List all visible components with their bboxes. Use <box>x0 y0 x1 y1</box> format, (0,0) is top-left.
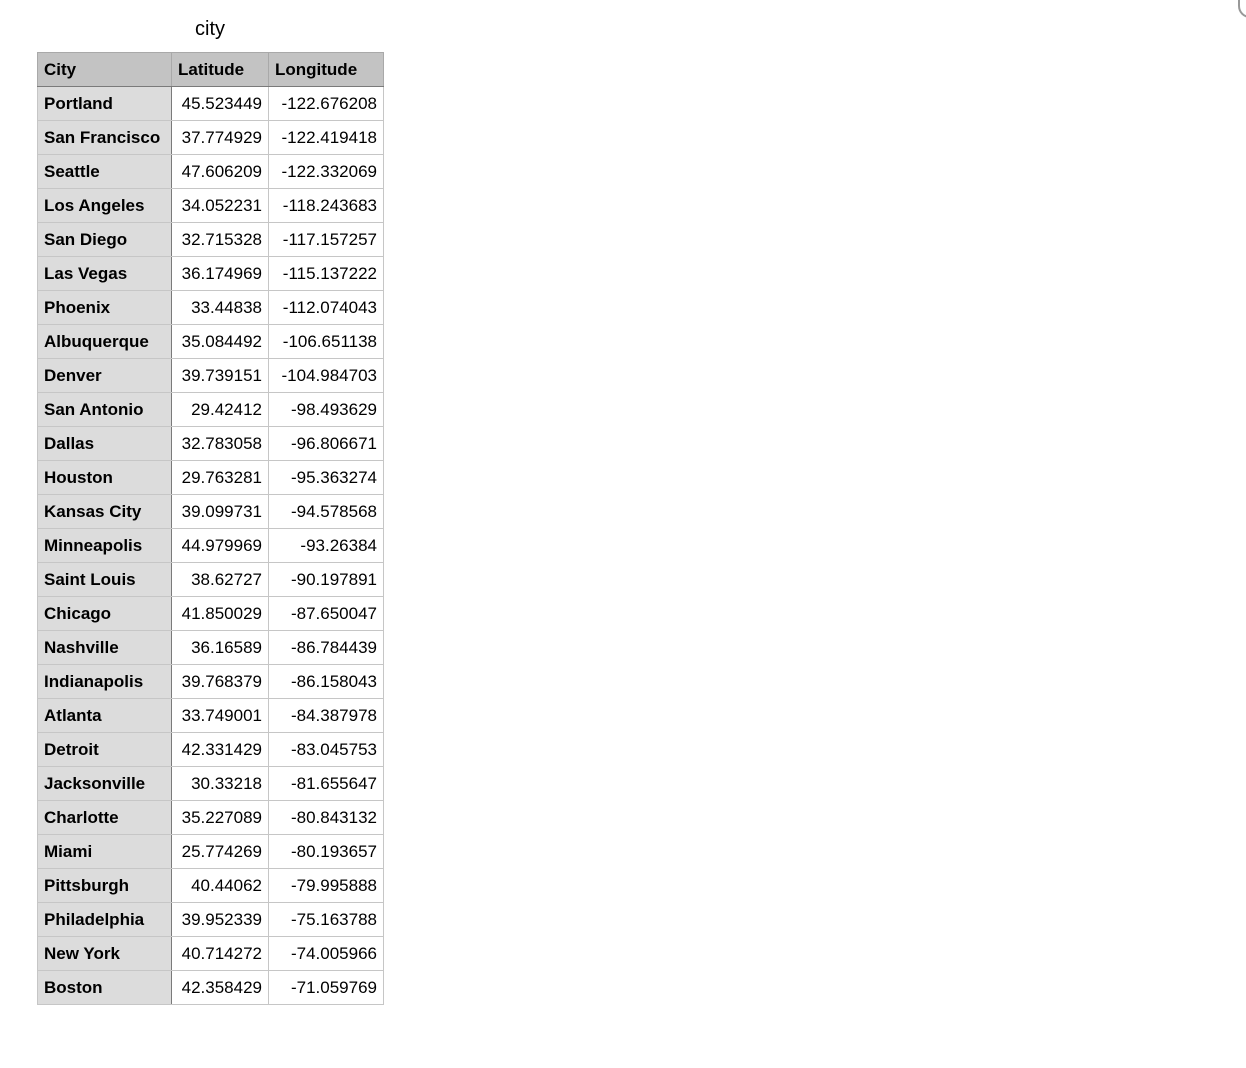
row-header-city[interactable]: San Francisco <box>38 121 172 155</box>
table-row <box>38 223 384 257</box>
row-header-city[interactable]: Phoenix <box>38 291 172 325</box>
cell-longitude[interactable]: -80.193657 <box>269 835 384 869</box>
cell-longitude[interactable]: -117.157257 <box>269 223 384 257</box>
cell-longitude[interactable]: -84.387978 <box>269 699 384 733</box>
cell-longitude[interactable]: -87.650047 <box>269 597 384 631</box>
cell-longitude[interactable]: -81.655647 <box>269 767 384 801</box>
cell-latitude[interactable]: 36.16589 <box>172 631 269 665</box>
cell-longitude[interactable]: -122.419418 <box>269 121 384 155</box>
cell-latitude[interactable]: 29.42412 <box>172 393 269 427</box>
row-header-city[interactable]: Chicago <box>38 597 172 631</box>
cell-longitude[interactable]: -122.676208 <box>269 87 384 121</box>
table-row <box>38 291 384 325</box>
table-row <box>38 325 384 359</box>
table-row <box>38 733 384 767</box>
cell-latitude[interactable]: 29.763281 <box>172 461 269 495</box>
cell-longitude[interactable]: -95.363274 <box>269 461 384 495</box>
cell-latitude[interactable]: 39.099731 <box>172 495 269 529</box>
table-row <box>38 359 384 393</box>
table-row <box>38 631 384 665</box>
city-table <box>37 52 384 1005</box>
cell-longitude[interactable]: -115.137222 <box>269 257 384 291</box>
table-row <box>38 971 384 1005</box>
cell-longitude[interactable]: -79.995888 <box>269 869 384 903</box>
row-header-city[interactable]: San Antonio <box>38 393 172 427</box>
cell-latitude[interactable]: 32.715328 <box>172 223 269 257</box>
header-row <box>38 53 384 87</box>
table-row <box>38 87 384 121</box>
table-row <box>38 767 384 801</box>
row-header-city[interactable]: Charlotte <box>38 801 172 835</box>
row-header-city[interactable]: Nashville <box>38 631 172 665</box>
cell-latitude[interactable]: 35.084492 <box>172 325 269 359</box>
window-corner-decoration <box>1238 0 1246 18</box>
row-header-city[interactable]: Albuquerque <box>38 325 172 359</box>
row-header-city[interactable]: New York <box>38 937 172 971</box>
cell-latitude[interactable]: 33.749001 <box>172 699 269 733</box>
cell-latitude[interactable]: 38.62727 <box>172 563 269 597</box>
cell-longitude[interactable]: -104.984703 <box>269 359 384 393</box>
cell-latitude[interactable]: 37.774929 <box>172 121 269 155</box>
table-row <box>38 665 384 699</box>
table-row <box>38 869 384 903</box>
cell-latitude[interactable]: 33.44838 <box>172 291 269 325</box>
table-row <box>38 257 384 291</box>
cell-longitude[interactable]: -122.332069 <box>269 155 384 189</box>
table-row <box>38 597 384 631</box>
cell-longitude[interactable]: -83.045753 <box>269 733 384 767</box>
table-row <box>38 937 384 971</box>
cell-latitude[interactable]: 35.227089 <box>172 801 269 835</box>
row-header-city[interactable]: Atlanta <box>38 699 172 733</box>
table-row <box>38 393 384 427</box>
table-body <box>38 87 384 1005</box>
row-header-city[interactable]: Saint Louis <box>38 563 172 597</box>
cell-longitude[interactable]: -94.578568 <box>269 495 384 529</box>
table-row <box>38 563 384 597</box>
row-header-city[interactable]: Los Angeles <box>38 189 172 223</box>
table-row <box>38 461 384 495</box>
cell-longitude[interactable]: -112.074043 <box>269 291 384 325</box>
table-row <box>38 427 384 461</box>
header-cell-longitude[interactable]: Longitude <box>269 53 384 87</box>
table-row <box>38 155 384 189</box>
row-header-city[interactable]: Boston <box>38 971 172 1005</box>
cell-longitude[interactable]: -75.163788 <box>269 903 384 937</box>
table-row <box>38 699 384 733</box>
row-header-city[interactable]: Pittsburgh <box>38 869 172 903</box>
row-header-city[interactable]: Dallas <box>38 427 172 461</box>
cell-longitude[interactable]: -96.806671 <box>269 427 384 461</box>
cell-latitude[interactable]: 40.44062 <box>172 869 269 903</box>
row-header-city[interactable]: Miami <box>38 835 172 869</box>
cell-latitude[interactable]: 42.358429 <box>172 971 269 1005</box>
cell-latitude[interactable]: 30.33218 <box>172 767 269 801</box>
cell-latitude[interactable]: 44.979969 <box>172 529 269 563</box>
table-row <box>38 903 384 937</box>
row-header-city[interactable]: Houston <box>38 461 172 495</box>
cell-latitude[interactable]: 39.952339 <box>172 903 269 937</box>
row-header-city[interactable]: San Diego <box>38 223 172 257</box>
cell-latitude[interactable]: 45.523449 <box>172 87 269 121</box>
cell-latitude[interactable]: 34.052231 <box>172 189 269 223</box>
cell-longitude[interactable]: -118.243683 <box>269 189 384 223</box>
cell-latitude[interactable]: 42.331429 <box>172 733 269 767</box>
row-header-city[interactable]: Philadelphia <box>38 903 172 937</box>
table-row <box>38 121 384 155</box>
cell-longitude[interactable]: -98.493629 <box>269 393 384 427</box>
table-row <box>38 801 384 835</box>
cell-latitude[interactable]: 41.850029 <box>172 597 269 631</box>
cell-latitude[interactable]: 39.768379 <box>172 665 269 699</box>
row-header-city[interactable]: Las Vegas <box>38 257 172 291</box>
cell-longitude[interactable]: -106.651138 <box>269 325 384 359</box>
cell-latitude[interactable]: 40.714272 <box>172 937 269 971</box>
row-header-city[interactable]: Seattle <box>38 155 172 189</box>
cell-longitude[interactable]: -71.059769 <box>269 971 384 1005</box>
header-cell-city[interactable]: City <box>38 53 172 87</box>
cell-longitude[interactable]: -74.005966 <box>269 937 384 971</box>
header-cell-latitude[interactable]: Latitude <box>172 53 269 87</box>
table-row <box>38 529 384 563</box>
sheet-title: city <box>195 18 225 40</box>
row-header-city[interactable]: Minneapolis <box>38 529 172 563</box>
table-row <box>38 495 384 529</box>
row-header-city[interactable]: Portland <box>38 87 172 121</box>
table-row <box>38 835 384 869</box>
row-header-city[interactable]: Denver <box>38 359 172 393</box>
row-header-city[interactable]: Indianapolis <box>38 665 172 699</box>
table-row <box>38 189 384 223</box>
cell-longitude[interactable]: -86.784439 <box>269 631 384 665</box>
row-header-city[interactable]: Kansas City <box>38 495 172 529</box>
cell-latitude[interactable]: 25.774269 <box>172 835 269 869</box>
cell-longitude[interactable]: -93.26384 <box>269 529 384 563</box>
cell-longitude[interactable]: -86.158043 <box>269 665 384 699</box>
cell-latitude[interactable]: 36.174969 <box>172 257 269 291</box>
cell-longitude[interactable]: -90.197891 <box>269 563 384 597</box>
cell-latitude[interactable]: 39.739151 <box>172 359 269 393</box>
cell-longitude[interactable]: -80.843132 <box>269 801 384 835</box>
cell-latitude[interactable]: 32.783058 <box>172 427 269 461</box>
row-header-city[interactable]: Detroit <box>38 733 172 767</box>
row-header-city[interactable]: Jacksonville <box>38 767 172 801</box>
cell-latitude[interactable]: 47.606209 <box>172 155 269 189</box>
